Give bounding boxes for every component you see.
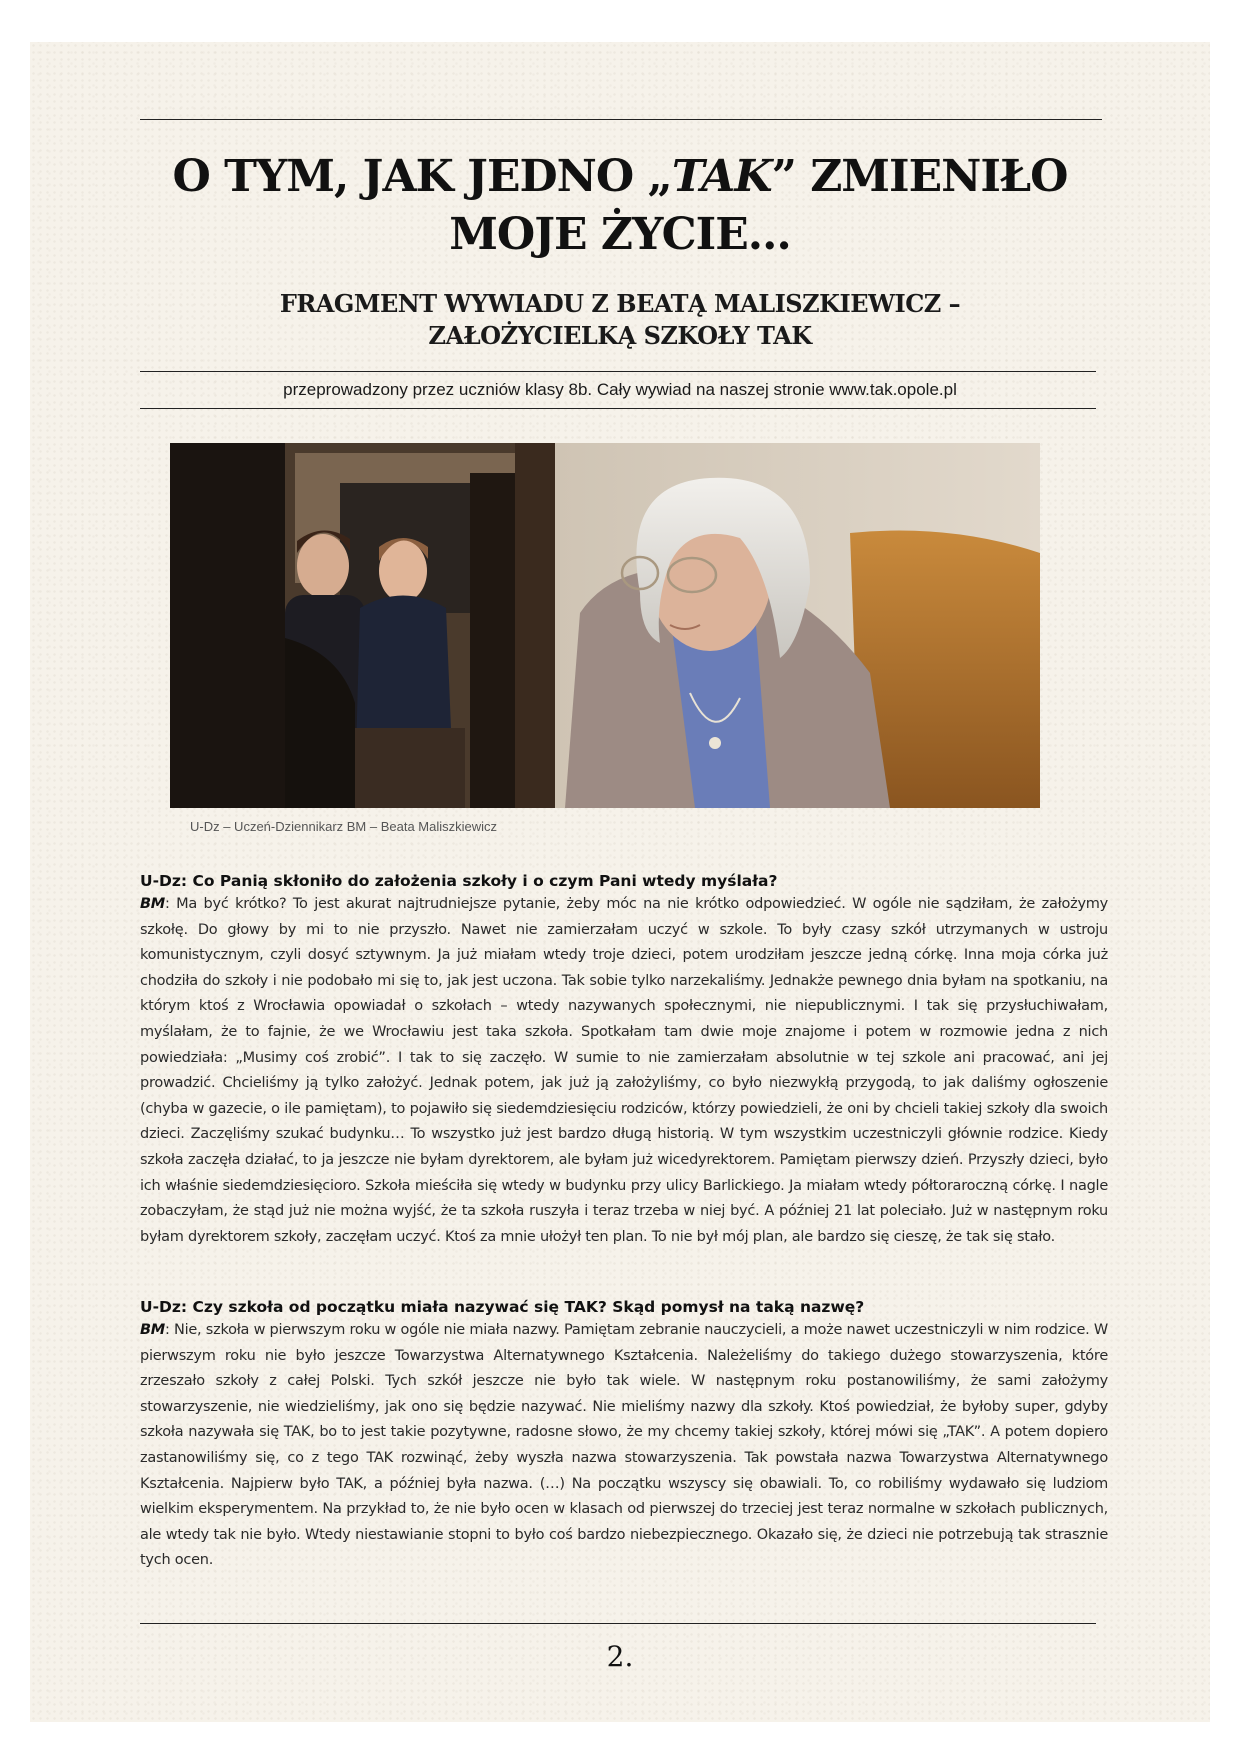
title-line1-pre: O TYM, JAK JEDNO „ xyxy=(172,151,672,202)
answer-text-2: : Nie, szkoła w pierwszym roku w ogóle nie miała nazwy. Pamiętam zebranie nauczycieli, a może nawet uczestniczyli w nim rodzice. W pierwszym roku nie było jeszcze Towarzystwa Alternatywnego Kształcenia. Należeliśmy do takiego dużego stowarzyszenia, które zrzeszało szkoły z całej Polski. Tych szkół jeszcze nie było tak wiele. W następnym roku postanowiliśmy, że sami założymy stowarzyszenie, nie wiedzieliśmy, jak ono się będzie nazywać. Nie mieliśmy nazwy dla szkoły. Ktoś powiedział, że byłoby super, gdyby szkoła nazywała się TAK, bo to jest takie pozytywne, radosne słowo, że my chcemy takiej szkoły, której mówi się „TAK”. A potem dopiero zastanowiliśmy się, co z tego TAK rozwinąć, żeby wyszła nazwa stowarzyszenia. Tak powstała nazwa Towarzystwa Alternatywnego Kształcenia. Najpierw było TAK, a później była nazwa. (…) Na początku wszyscy się obawiali. To, co robiliśmy wydawało się ludziom wielkim eksperymentem. Na przykład to, że nie było ocen w klasach od pierwszej do trzeciej jest teraz normalne w szkołach publicznych, ale wtedy tak nie było. Wtedy niestawianie stopni to było coś bardzo niebezpiecznego. Okazało się, że dzieci nie potrzebują tak strasznie tych ocen. xyxy=(140,1322,1108,1569)
interview-question-1: U-Dz: Co Panią skłoniło do założenia szkoły i o czym Pani wtedy myślała? xyxy=(140,872,778,890)
article-subtitle xyxy=(140,288,1100,352)
byline: przeprowadzony przez uczniów klasy 8b. Cały wywiad na naszej stronie www.tak.opole.pl xyxy=(283,380,957,399)
byline-bottom-rule xyxy=(140,408,1096,409)
footer-rule xyxy=(140,1623,1096,1624)
subtitle-line1: FRAGMENT WYWIADU Z BEATĄ MALISZKIEWICZ – xyxy=(279,289,961,318)
article-title xyxy=(140,148,1100,264)
interview-question-2: U-Dz: Czy szkoła od początku miała nazywać się TAK? Skąd pomysł na taką nazwę? xyxy=(140,1298,865,1316)
subtitle-line2: ZAŁOŻYCIELKĄ SZKOŁY TAK xyxy=(428,321,812,350)
title-line1-post: ” ZMIENIŁO xyxy=(771,151,1068,202)
speaker-bm: BM xyxy=(140,1322,165,1338)
top-rule xyxy=(140,119,1102,120)
photo-caption: U-Dz – Uczeń-Dziennikarz BM – Beata Maliszkiewicz xyxy=(190,819,498,834)
interview-photo-illustration xyxy=(170,443,1040,808)
interview-block-2 xyxy=(140,1296,1108,1574)
title-line2: MOJE ŻYCIE… xyxy=(449,209,791,260)
answer-text-1: : Ma być krótko? To jest akurat najtrudniejsze pytanie, żeby móc na nie krótko odpowiedzieć. W ogóle nie sądziłam, że założymy szkołę. Do głowy by mi to nie przyszło. Nawet nie zamierzałam uczyć w szkole. To były czasy szkół utrzymanych w ustroju komunistycznym, czyli dosyć sztywnym. Ja już miałam wtedy troje dzieci, potem urodziłam jeszcze jedną córkę. Inna moja córka już chodziła do szkoły i nie podobało mi się to, jak jest uczona. Tak sobie tylko narzekaliśmy. Jednakże pewnego dnia byłam na spotkaniu, na którym ktoś z Wrocławia opowiadał o szkołach – wtedy nazywanych społecznymi, nie niepublicznymi. I tak się przysłuchiwałam, myślałam, że to fajnie, że we Wrocławiu jest taka szkoła. Spotkałam tam dwie moje znajome i potem w rozmowie jedna z nich powiedziała: „Musimy coś zrobić”. I tak to się zaczęło. W sumie to nie zamierzałam absolutnie w tej szkole ani pracować, ani jej prowadzić. Chcieliśmy ją tylko założyć. Jednak potem, jak już ją założyliśmy, co było niezwykłą przygodą, to jak daliśmy ogłoszenie (chyba w gazecie, o ile pamiętam), to pojawiło się siedemdziesięciu rodziców, którzy powiedzieli, że oni by chcieli takiej szkoły dla swoich dzieci. Zaczęliśmy szukać budynku… To wszystko już jest bardzo długą historią. W tym wszystkim uczestniczyli głównie rodzice. Kiedy szkoła zaczęła działać, to ja jeszcze nie byłam dyrektorem, ale byłam już wicedyrektorem. Pamiętam pierwszy dzień. Przyszły dzieci, było ich właśnie siedemdziesięcioro. Szkoła mieściła się wtedy w budynku przy ulicy Barlickiego. Ja miałam wtedy półtoraroczną córkę. I nagle zobaczyłam, że stąd już nie można wyjść, że ta szkoła ruszyła i teraz trzeba w niej być. A później 21 lat poleciało. Już w następnym roku byłam dyrektorem szkoły, zaczęłam uczyć. Ktoś za mnie ułożył ten plan. To nie był mój plan, ale bardzo się cieszę, że tak się stało. xyxy=(140,896,1108,1245)
interview-block-1 xyxy=(140,870,1108,1250)
interview-answer-2 xyxy=(140,1318,1108,1574)
page-number: 2. xyxy=(606,1640,634,1673)
interview-answer-1 xyxy=(140,892,1108,1250)
speaker-bm: BM xyxy=(140,896,165,912)
byline-top-rule xyxy=(140,371,1096,372)
title-line1-emphasis: TAK xyxy=(671,151,772,202)
interview-photo xyxy=(170,443,1040,808)
